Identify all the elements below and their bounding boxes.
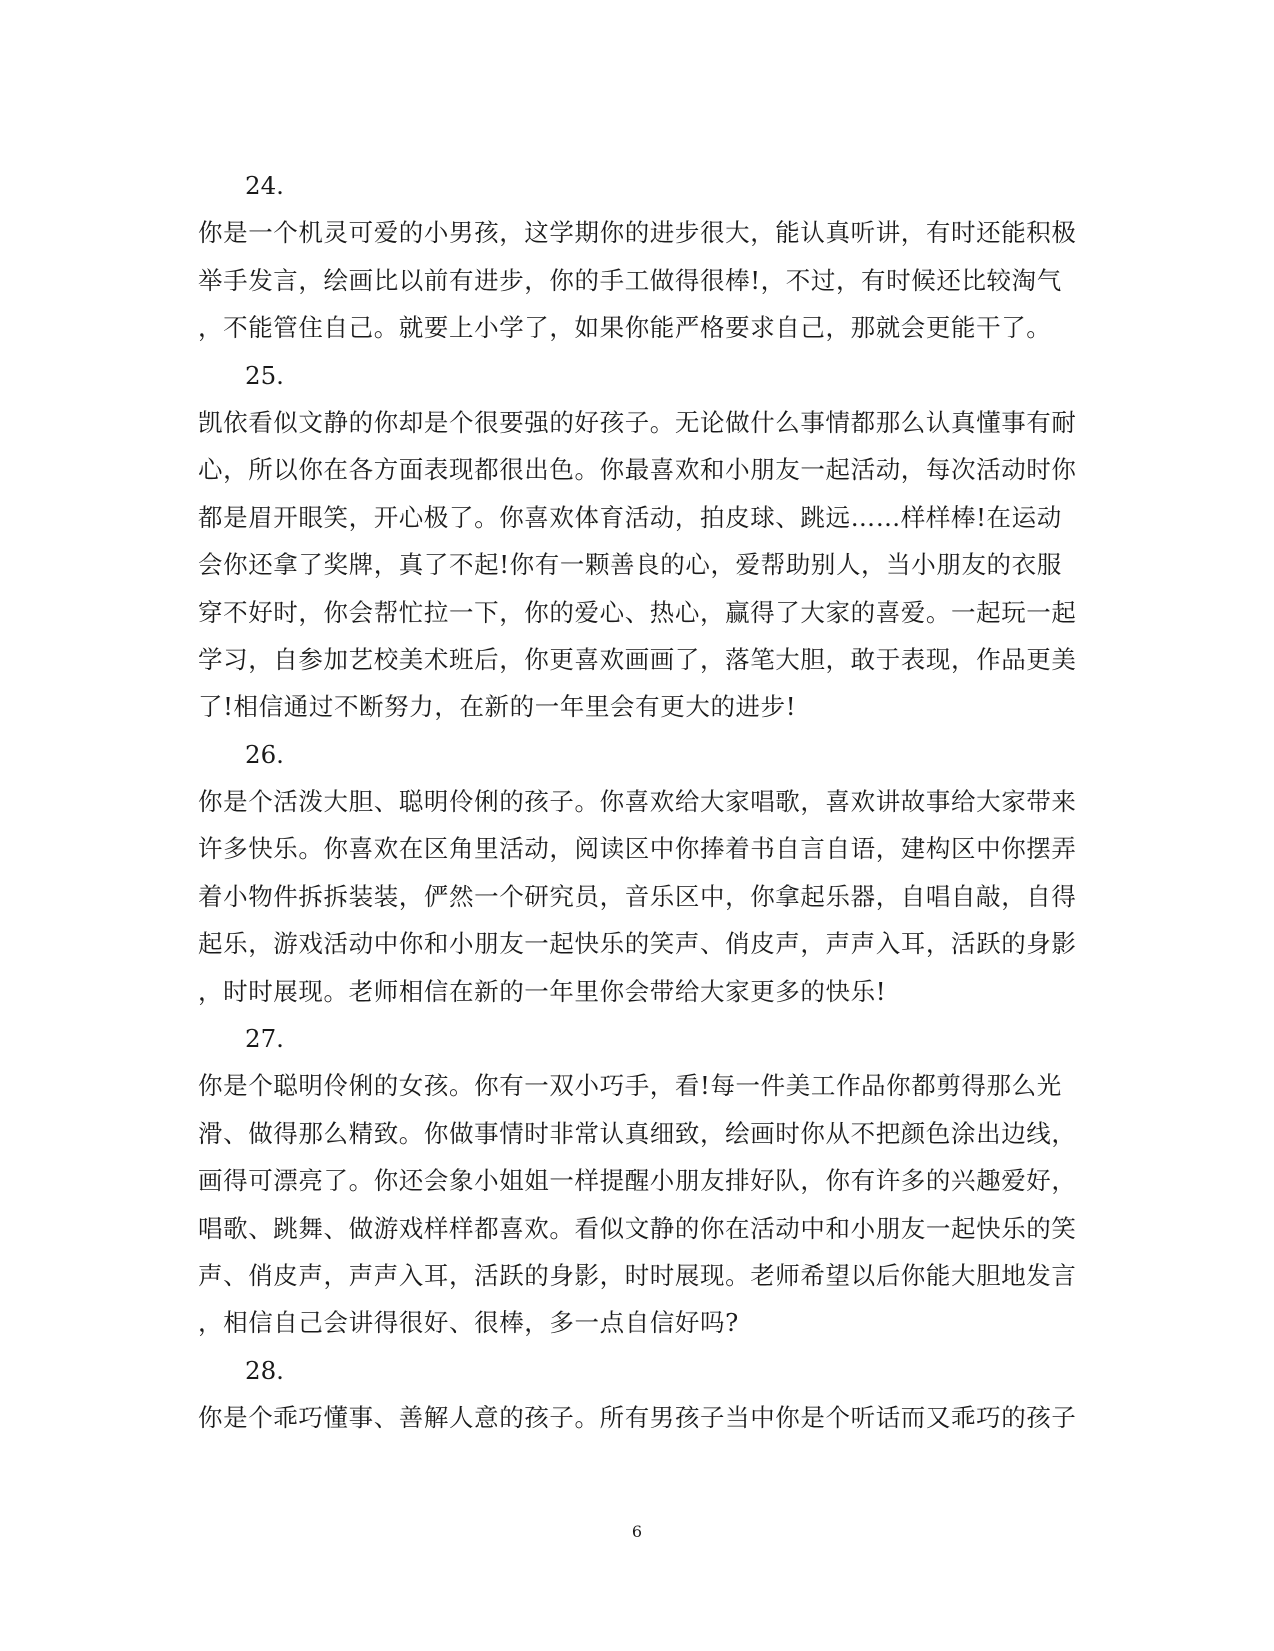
text-line: 声、俏皮声，声声入耳，活跃的身影，时时展现。老师希望以后你能大胆地发言 bbox=[198, 1260, 1077, 1290]
text-line: ，时时展现。老师相信在新的一年里你会带给大家更多的快乐! bbox=[198, 976, 887, 1006]
text-line: 凯依看似文静的你却是个很要强的好孩子。无论做什么事情都那么认真懂事有耐 bbox=[198, 407, 1077, 437]
entry-number: 25. bbox=[245, 360, 284, 390]
text-line: 学习，自参加艺校美术班后，你更喜欢画画了，落笔大胆，敢于表现，作品更美 bbox=[198, 644, 1077, 674]
document-body bbox=[198, 162, 1078, 1442]
entry-number: 27. bbox=[245, 1024, 284, 1054]
entry-number: 26. bbox=[245, 739, 284, 769]
text-line: 你是个聪明伶俐的女孩。你有一双小巧手，看!每一件美工作品你都剪得那么光 bbox=[198, 1071, 1062, 1101]
text-line: ，不能管住自己。就要上小学了，如果你能严格要求自己，那就会更能干了。 bbox=[198, 313, 1052, 343]
page-number: 6 bbox=[631, 1522, 643, 1541]
text-line: ，相信自己会讲得很好、很棒，多一点自信好吗? bbox=[198, 1308, 739, 1338]
text-line: 心，所以你在各方面表现都很出色。你最喜欢和小朋友一起活动，每次活动时你 bbox=[198, 455, 1077, 485]
text-line: 起乐，游戏活动中你和小朋友一起快乐的笑声、俏皮声，声声入耳，活跃的身影 bbox=[198, 929, 1077, 959]
text-line: 许多快乐。你喜欢在区角里活动，阅读区中你捧着书自言自语，建构区中你摆弄 bbox=[198, 834, 1077, 864]
entry-number: 24. bbox=[245, 171, 284, 200]
text-line: 都是眉开眼笑，开心极了。你喜欢体育活动，拍皮球、跳远……样样棒!在运动 bbox=[198, 502, 1062, 532]
text-line: 你是个活泼大胆、聪明伶俐的孩子。你喜欢给大家唱歌，喜欢讲故事给大家带来 bbox=[198, 787, 1077, 817]
text-line: 着小物件拆拆装装，俨然一个研究员，音乐区中，你拿起乐器，自唱自敲，自得 bbox=[198, 881, 1077, 911]
text-line: 了!相信通过不断努力，在新的一年里会有更大的进步! bbox=[198, 692, 797, 722]
text-line: 滑、做得那么精致。你做事情时非常认真细致，绘画时你从不把颜色涂出边线， bbox=[198, 1118, 1077, 1148]
text-line: 你是个乖巧懂事、善解人意的孩子。所有男孩子当中你是个听话而又乖巧的孩子 bbox=[198, 1403, 1077, 1433]
entry-number: 28. bbox=[245, 1355, 284, 1385]
text-line: 画得可漂亮了。你还会象小姐姐一样提醒小朋友排好队，你有许多的兴趣爱好， bbox=[198, 1166, 1077, 1196]
text-line: 唱歌、跳舞、做游戏样样都喜欢。看似文静的你在活动中和小朋友一起快乐的笑 bbox=[198, 1213, 1077, 1243]
text-line: 会你还拿了奖牌，真了不起!你有一颗善良的心，爱帮助别人，当小朋友的衣服 bbox=[198, 550, 1062, 580]
text-line: 举手发言，绘画比以前有进步，你的手工做得很棒!，不过，有时候还比较淘气 bbox=[198, 265, 1062, 295]
text-line: 穿不好时，你会帮忙拉一下，你的爱心、热心，赢得了大家的喜爱。一起玩一起 bbox=[198, 597, 1077, 627]
text-line: 你是一个机灵可爱的小男孩，这学期你的进步很大，能认真听讲，有时还能积极 bbox=[198, 218, 1077, 248]
